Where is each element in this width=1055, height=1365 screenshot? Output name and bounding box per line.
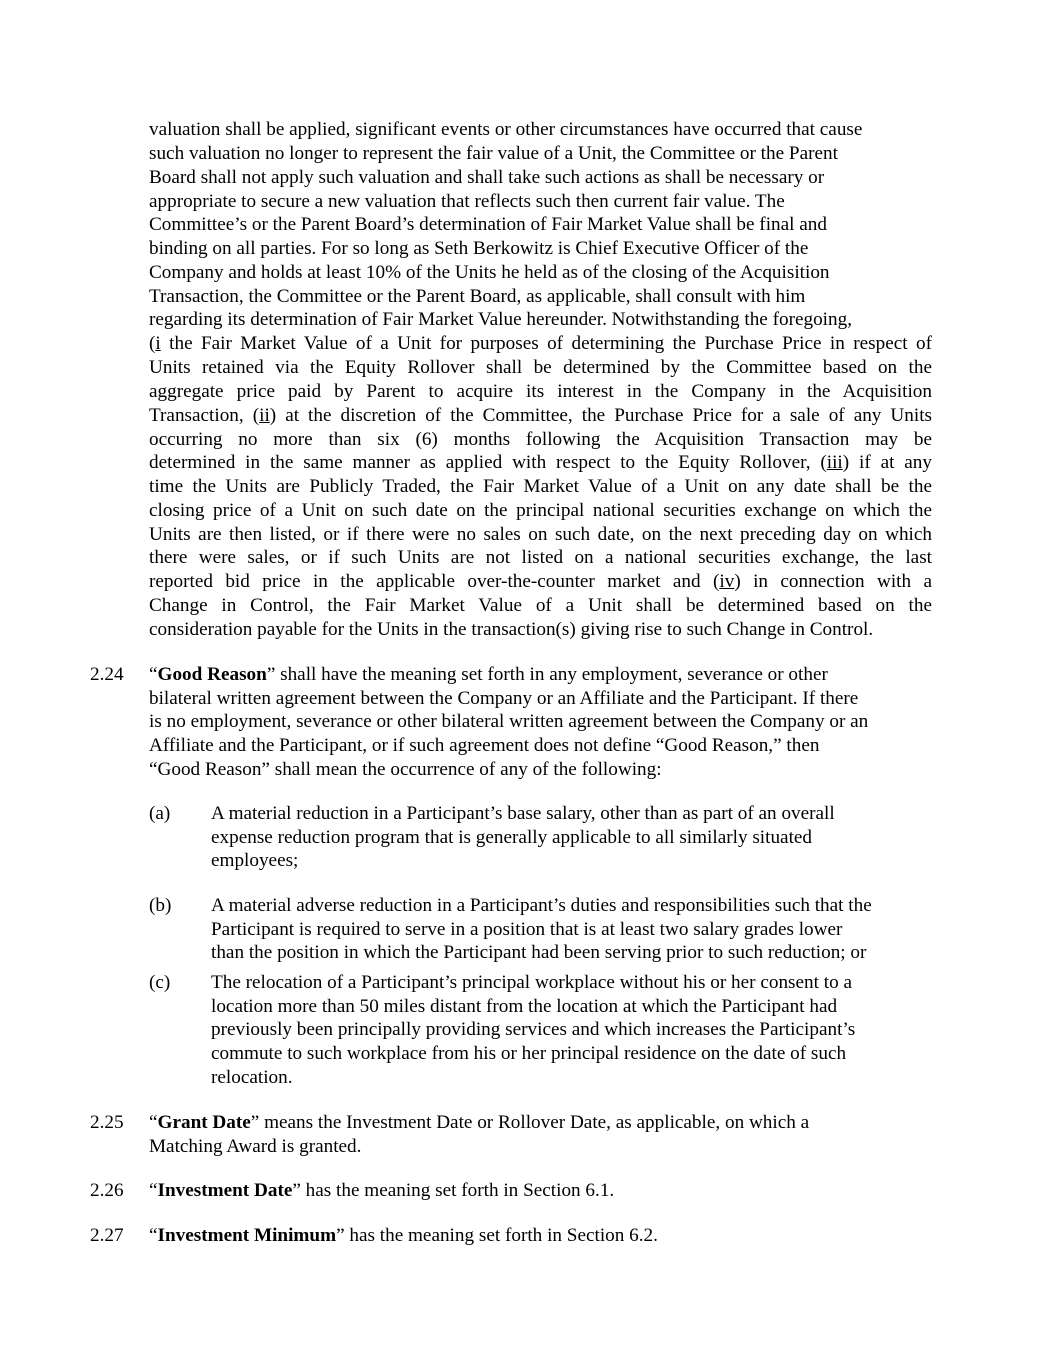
paragraph-line: Matching Award is granted. <box>149 1135 362 1157</box>
subsection-label: (a) <box>149 803 171 824</box>
clause-marker-iv: iv <box>719 571 735 592</box>
subsection-body: A material adverse reduction in a Participant’s duties and responsibilities such that the Participant is required to serve in a position that is at least two salary grades lower than the position in which the Participant had been serving prior to such reduction; or <box>211 895 872 964</box>
paragraph-line: “Good Reason” shall mean the occurrence of any of the following: <box>149 758 662 780</box>
paragraph-line: Affiliate and the Participant, or if such agreement does not define “Good Reason,” then <box>149 735 820 757</box>
paragraph-line: Transaction, the Committee or the Parent Board, as applicable, shall consult with him <box>149 286 806 307</box>
paragraph-line: time the Units are Publicly Traded, the Fair Market Value of a Unit on any date shall be the <box>149 476 932 497</box>
paragraph-line: Transaction, (ii) at the discretion of the Committee, the Purchase Price for a sale of any Units <box>149 405 932 426</box>
paragraph-line: bilateral written agreement between the Company or an Affiliate and the Participant. If there <box>149 687 859 709</box>
defined-term: Investment Date <box>157 1180 293 1201</box>
section-number: 2.27 <box>90 1225 124 1246</box>
paragraph-line: aggregate price paid by Parent to acquire its interest in the Company in the Acquisition <box>149 381 932 402</box>
section-body: “Good Reason” shall have the meaning set forth in any employment, severance or other bilateral written agreement between the Company or an Affiliate and the Participant. If there is no employment, severance or other bilateral written agreement between the Company or an Affiliate and the Participant, or if such agreement does not define “Good Reason,” then “Good Reason” shall mean the occurrence of any of the following: <box>149 664 869 780</box>
paragraph-line: binding on all parties. For so long as Seth Berkowitz is Chief Executive Officer of the <box>149 238 809 259</box>
paragraph-line: reported bid price in the applicable over-the-counter market and (iv) in connection with a <box>149 571 933 592</box>
clause-marker-ii: ii <box>259 405 270 426</box>
paragraph-line: (i the Fair Market Value of a Unit for purposes of determining the Purchase Price in respect of <box>149 333 932 354</box>
section-body: “Grant Date” means the Investment Date or Rollover Date, as applicable, on which a Matching Award is granted. <box>149 1112 810 1157</box>
section-number: 2.25 <box>90 1112 124 1133</box>
paragraph-line: valuation shall be applied, significant events or other circumstances have occurred that cause <box>149 119 863 140</box>
defined-term: Investment Minimum <box>157 1225 337 1246</box>
paragraph-line: Units retained via the Equity Rollover shall be determined by the Committee based on the <box>149 357 932 378</box>
paragraph-line: such valuation no longer to represent the fair value of a Unit, the Committee or the Parent <box>149 143 838 164</box>
paragraph-line: regarding its determination of Fair Market Value hereunder. Notwithstanding the foregoing, <box>149 309 853 330</box>
paragraph-line: Company and holds at least 10% of the Units he held as of the closing of the Acquisition <box>149 262 830 283</box>
section-body: “Investment Minimum” has the meaning set forth in Section 6.2. <box>149 1225 658 1246</box>
paragraph-line: there were sales, or if such Units are not listed on a national securities exchange, the last <box>149 547 932 568</box>
subsection-body: A material reduction in a Participant’s base salary, other than as part of an overall expense reduction program that is generally applicable to all similarly situated employees; <box>211 803 835 872</box>
subsection-body: The relocation of a Participant’s principal workplace without his or her consent to a location more than 50 miles distant from the location at which the Participant had previously been principally providing services and which increases the Participant’s commute to such workplace from his or her principal residence on the date of such relocation. <box>211 972 856 1088</box>
defined-term: Grant Date <box>157 1112 251 1133</box>
section-number: 2.24 <box>90 664 124 685</box>
paragraph-line: Committee’s or the Parent Board’s determination of Fair Market Value shall be final and <box>149 214 827 235</box>
defined-term: Good Reason <box>157 664 267 685</box>
paragraph-line: appropriate to secure a new valuation that reflects such then current fair value. The <box>149 191 785 212</box>
paragraph-line: consideration payable for the Units in the transaction(s) giving rise to such Change in Control. <box>149 619 874 640</box>
paragraph-line: closing price of a Unit on such date on the principal national securities exchange on which the <box>149 500 932 521</box>
paragraph-line: determined in the same manner as applied with respect to the Equity Rollover, (iii) if at any <box>149 452 932 473</box>
subsection-label: (c) <box>149 972 171 993</box>
paragraph-line: is no employment, severance or other bilateral written agreement between the Company or an <box>149 711 869 733</box>
clause-marker-i: i <box>155 333 161 354</box>
paragraph-line: Units are then listed, or if there were no sales on such date, on the next preceding day on which <box>149 524 932 545</box>
paragraph-line: occurring no more than six (6) months following the Acquisition Transaction may be <box>149 429 932 450</box>
clause-marker-iii: iii <box>826 452 843 473</box>
section-number: 2.26 <box>90 1180 124 1201</box>
paragraph-line: Change in Control, the Fair Market Value of a Unit shall be determined based on the <box>149 595 932 616</box>
section-body: “Investment Date” has the meaning set forth in Section 6.1. <box>149 1180 615 1201</box>
paragraph-line: Board shall not apply such valuation and shall take such actions as shall be necessary or <box>149 167 825 188</box>
subsection-label: (b) <box>149 895 172 916</box>
